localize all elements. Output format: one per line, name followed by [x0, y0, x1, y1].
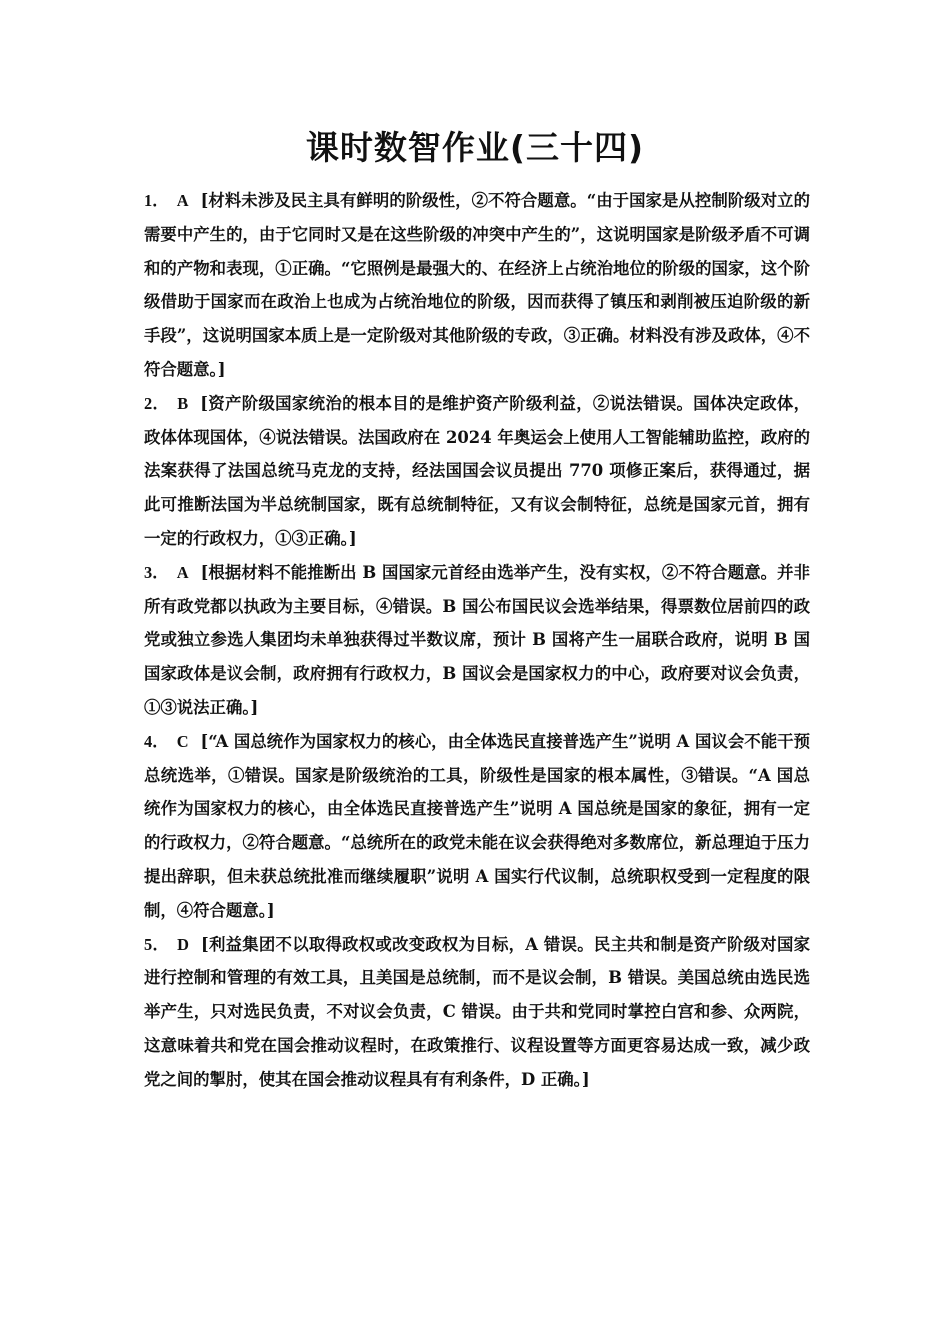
answer-explanation: [资产阶级国家统治的根本目的是维护资产阶级利益，②说法错误。国体决定政体，政体体现国体，④说法错误。法国政府在 2024 年奥运会上使用人工智能辅助监控，政府的法案获得了法国总统马克龙的支持，经法国国会议员提出 770 项修正案后，获得通过，据此可推断法国为半总统制国家，既有总统制特征，又有议会制特征，总统是国家元首，拥有一定的行政权力，①③正确。]	[144, 393, 810, 548]
answer-key: C	[176, 731, 189, 751]
answer-key: A	[176, 562, 189, 582]
answer-item-1	[144, 184, 810, 387]
answer-explanation: [利益集团不以取得政权或改变政权为目标，A 错误。民主共和制是资产阶级对国家进行控制和管理的有效工具，且美国是总统制，而不是议会制，B 错误。美国总统由选民选举产生，只对选民负责，不对议会负责，C 错误。由于共和党同时掌控白宫和参、众两院，这意味着共和党在国会推动议程时，在政策推行、议程设置等方面更容易达成一致，减少政党之间的掣肘，使其在国会推动议程具有有利条件，D 正确。]	[144, 934, 810, 1089]
answer-explanation: [根据材料不能推断出 B 国国家元首经由选举产生，没有实权，②不符合题意。并非所有政党都以执政为主要目标，④错误。B 国公布国民议会选举结果，得票数位居前四的政党或独立参选人集团均未单独获得过半数议席，预计 B 国将产生一届联合政府，说明 B 国国家政体是议会制，政府拥有行政权力，B 国议会是国家权力的中心，政府要对议会负责，①③说法正确。]	[144, 562, 810, 717]
answer-key: D	[177, 934, 189, 954]
answer-number: 2．	[144, 393, 170, 413]
answer-list	[144, 184, 810, 1097]
answer-item-3	[144, 556, 810, 725]
answer-key: B	[177, 393, 189, 413]
answer-number: 3．	[144, 562, 169, 582]
answer-number: 5．	[144, 934, 170, 954]
answer-item-2	[144, 387, 810, 556]
answer-explanation: [“A 国总统作为国家权力的核心，由全体选民直接普选产生”说明 A 国议会不能干预总统选举，①错误。国家是阶级统治的工具，阶级性是国家的根本属性，③错误。“A 国总统作为国家权力的核心，由全体选民直接普选产生”说明 A 国总统是国家的象征，拥有一定的行政权力，②符合题意。“总统所在的政党未能在议会获得绝对多数席位，新总理迫于压力提出辞职，但未获总统批准而继续履职”说明 A 国实行代议制，总统职权受到一定程度的限制，④符合题意。]	[144, 731, 810, 920]
answer-key: A	[176, 191, 189, 210]
answer-number: 1．	[144, 191, 169, 210]
answer-explanation: [材料未涉及民主具有鲜明的阶级性，②不符合题意。“由于国家是从控制阶级对立的需要中产生的，由于它同时又是在这些阶级的冲突中产生的”，这说明国家是阶级矛盾不可调和的产物和表现，①正确。“它照例是最强大的、在经济上占统治地位的阶级的国家，这个阶级借助于国家而在政治上也成为占统治地位的阶级，因而获得了镇压和剥削被压迫阶级的新手段”，这说明国家本质上是一定阶级对其他阶级的专政，③正确。材料没有涉及政体，④不符合题意。]	[144, 191, 810, 379]
page-title: 课时数智作业(三十四)	[305, 128, 645, 167]
answer-item-4	[144, 725, 810, 928]
answer-number: 4．	[144, 731, 169, 751]
answer-item-5	[144, 928, 810, 1097]
